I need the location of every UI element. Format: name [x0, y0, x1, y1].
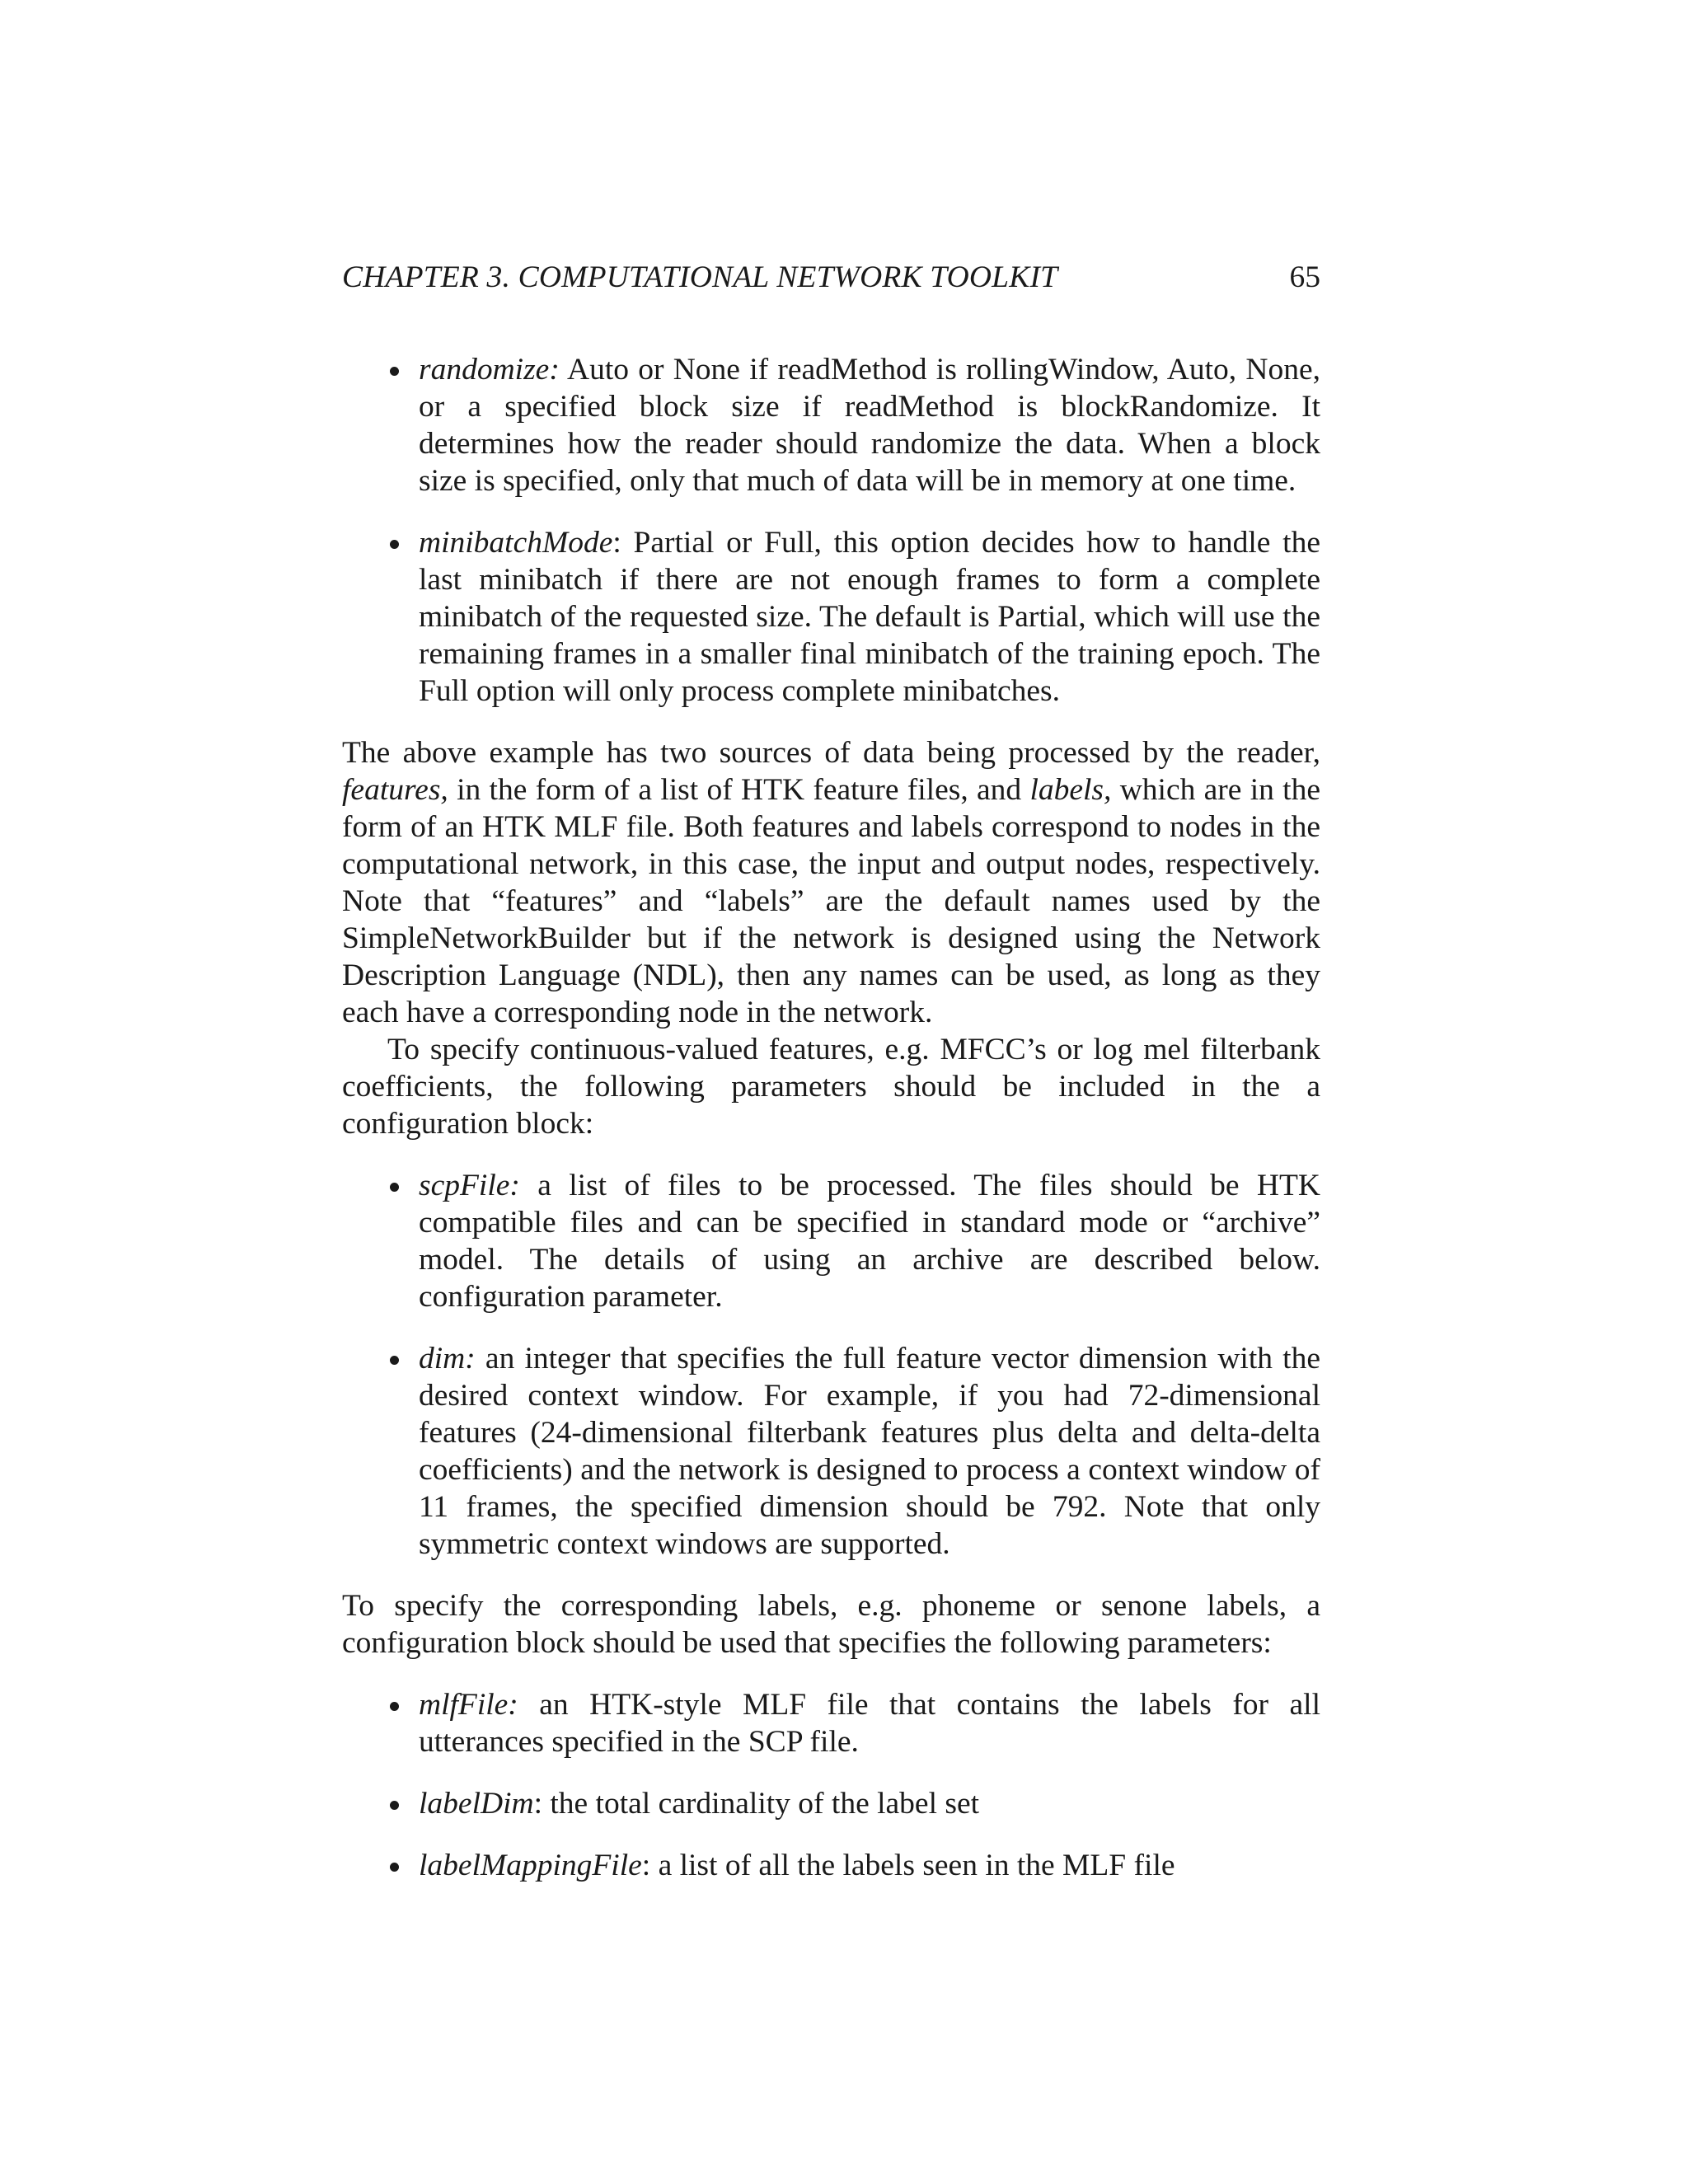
term-labels: labels, [1029, 773, 1112, 807]
list-item-labeldim [342, 1785, 1320, 1822]
list-item-labelmappingfile [342, 1847, 1320, 1884]
page-body [342, 351, 1320, 1884]
list-item-dim [342, 1340, 1320, 1563]
option-description: : the total cardinality of the label set [533, 1787, 980, 1821]
option-term: labelDim [419, 1787, 534, 1821]
option-description: an integer that specifies the full feature vector dimension with the desired context window. For example, if you had 72-dimensional features (24-dimensional filterbank features plus delta and delta-delta coefficients) and the network is designed to process a context window of 11 frames, the specified dimension should be 792. Note that only symmetric context windows are supported. [419, 1342, 1320, 1561]
paragraph-data-sources [342, 734, 1320, 1031]
option-description: Auto or None if readMethod is rollingWindow, Auto, None, or a specified block size if readMethod is blockRandomize. It determines how the reader should randomize the data. When a block size is specified, only that much of data will be in memory at one time. [419, 353, 1320, 498]
option-term: dim: [419, 1342, 476, 1376]
option-description: an HTK-style MLF file that contains the labels for all utterances specified in the SCP file. [419, 1688, 1320, 1759]
term-features: features, [342, 773, 448, 807]
option-description: : Partial or Full, this option decides how to handle the last minibatch if there are not enough frames to form a complete minibatch of the requested size. The default is Partial, which will use the remaining frames in a smaller final minibatch of the training epoch. The Full option will only process complete minibatches. [419, 526, 1320, 708]
option-term: labelMappingFile [419, 1849, 642, 1882]
option-term: randomize: [419, 353, 560, 387]
reader-options-list [342, 351, 1320, 710]
option-description: a list of files to be processed. The files should be HTK compatible files and can be specified in standard mode or “archive” model. The details of using an archive are described below. configuration parameter. [419, 1169, 1320, 1314]
option-term: scpFile: [419, 1169, 520, 1202]
page-header [342, 262, 1320, 293]
label-parameters-list [342, 1686, 1320, 1884]
list-item-randomize [342, 351, 1320, 499]
paragraph-text: in the form of a list of HTK feature files, and [448, 773, 1030, 807]
option-term: mlfFile: [419, 1688, 518, 1722]
paragraph-text: which are in the form of an HTK MLF file. Both features and labels correspond to nodes in the computational network, in this case, the input and output nodes, respectively. Note that “features” and “labels” are the default names used by the SimpleNetworkBuilder but if the network is designed using the Network Description Language (NDL), then any names can be used, as long as they each have a corresponding node in the network. [342, 773, 1320, 1029]
page-number: 65 [1289, 260, 1320, 294]
chapter-title: CHAPTER 3. COMPUTATIONAL NETWORK TOOLKIT [342, 260, 1058, 294]
paragraph-text: The above example has two sources of data being processed by the reader, [342, 736, 1320, 770]
list-item-minibatchmode [342, 524, 1320, 710]
paragraph-labels: To specify the corresponding labels, e.g. phoneme or senone labels, a configuration block should be used that specifies the following parameters: [342, 1589, 1320, 1660]
option-description: : a list of all the labels seen in the MLF file [641, 1849, 1175, 1882]
list-item-scpfile [342, 1167, 1320, 1315]
option-term: minibatchMode [419, 526, 613, 560]
feature-parameters-list [342, 1167, 1320, 1563]
paragraph-continuous-features: To specify continuous-valued features, e.g. MFCC’s or log mel filterbank coefficients, the following parameters should be included in the a configuration block: [342, 1033, 1320, 1141]
list-item-mlffile [342, 1686, 1320, 1760]
